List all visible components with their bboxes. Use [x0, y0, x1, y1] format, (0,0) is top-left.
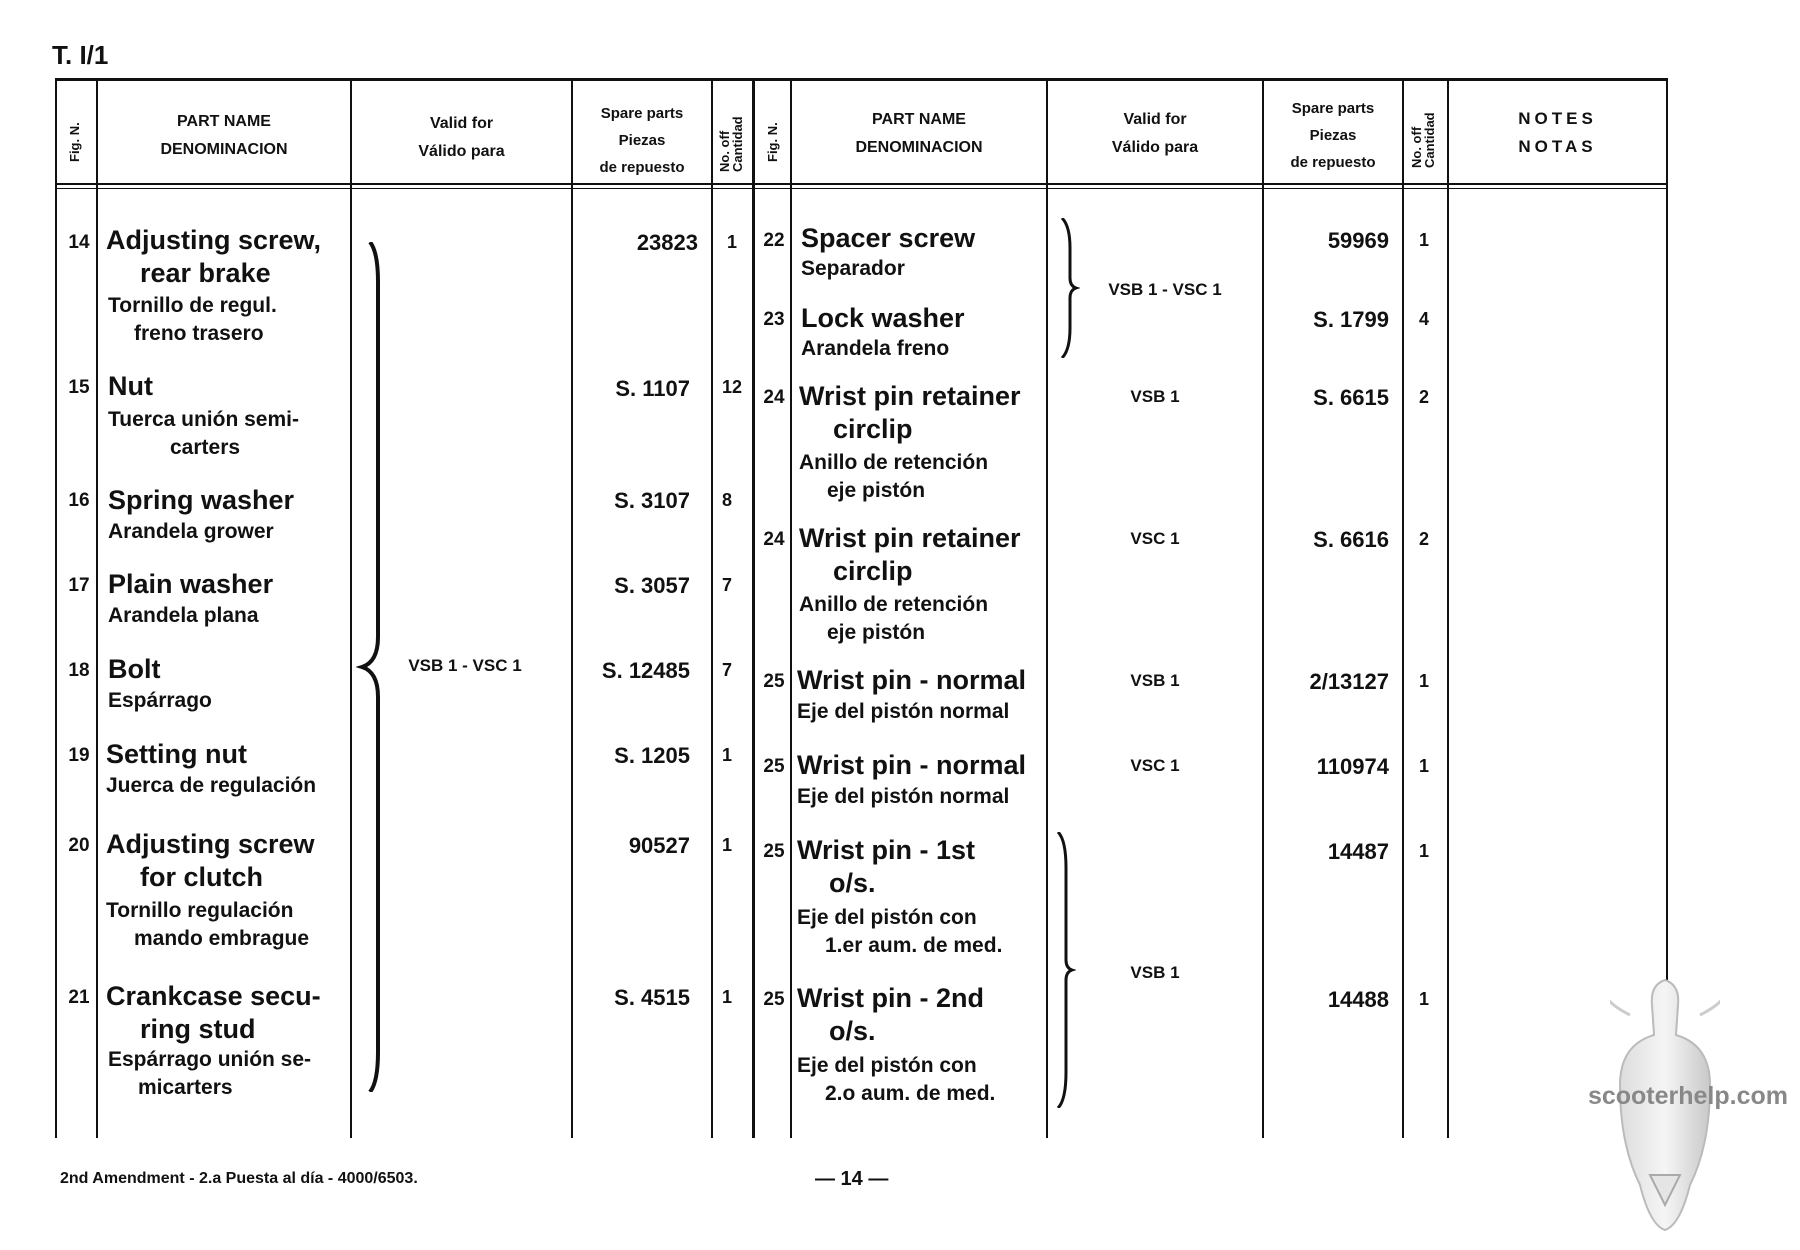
- header-double-rule: [55, 188, 1668, 189]
- valid-for-right-group-1: VSB 1 - VSC 1: [1108, 280, 1222, 299]
- part-name-es: Espárrago: [108, 689, 212, 712]
- part-name-es: Tornillo de regul. freno trasero: [108, 294, 277, 345]
- fig-number: 22: [763, 230, 785, 251]
- spare-part-number: 2/13127: [1309, 669, 1389, 694]
- part-name-en: Wrist pin - 2nd o/s.: [797, 983, 984, 1046]
- quantity: 1: [1418, 756, 1429, 776]
- valid-for-right-group-2: VSB 1: [1130, 963, 1180, 982]
- spare-part-number: 90527: [628, 833, 690, 858]
- part-name-es: Espárrago unión se- micarters: [108, 1048, 312, 1099]
- qty-line-1: No. off: [717, 130, 732, 172]
- part-name-en: Wrist pin retainer circlip: [799, 523, 1021, 586]
- fig-number: 23: [763, 309, 785, 330]
- qty-header-right: [1410, 112, 1436, 168]
- spare-line-3: de repuesto: [1290, 154, 1376, 171]
- brace-right-group-2: [1052, 832, 1076, 1108]
- valid-header-right: [1048, 106, 1262, 162]
- col-rule: [1046, 80, 1048, 1138]
- part-name-es: Eje del pistón normal: [797, 700, 1010, 723]
- part-name-es: Anillo de retención eje pistón: [799, 451, 989, 502]
- brace-right-group-1: [1056, 218, 1080, 358]
- part-name-en: Lock washer: [801, 303, 965, 333]
- valid-en: Valid for: [1123, 111, 1187, 128]
- part-name-es: Tornillo regulación mando embrague: [106, 899, 310, 950]
- table-top-rule: [55, 78, 1668, 81]
- spare-part-number: S. 3107: [614, 488, 690, 513]
- part-name-header-left: [98, 108, 350, 164]
- spare-part-number: S. 3057: [614, 573, 690, 598]
- part-name-en: Plain washer: [108, 569, 274, 599]
- fig-number: 17: [68, 575, 90, 596]
- part-name-es: Eje del pistón normal: [797, 785, 1010, 808]
- spare-part-number: S. 1799: [1313, 307, 1389, 332]
- part-name-es: Anillo de retención eje pistón: [799, 593, 989, 644]
- part-name-es: Tuerca unión semi- carters: [108, 408, 299, 459]
- notes-en: NOTES: [1518, 109, 1597, 128]
- page-reference: T. I/1: [52, 40, 109, 70]
- part-name-es: Arandela freno: [801, 337, 950, 360]
- part-name-en: Wrist pin - 1st o/s.: [797, 835, 976, 898]
- footer-amendment: 2nd Amendment - 2.a Puesta al día - 4000/6503.: [60, 1170, 418, 1187]
- fig-number: 25: [763, 989, 785, 1010]
- spare-part-number: S. 6615: [1313, 385, 1389, 410]
- qty-line-2: Cantidad: [730, 116, 745, 172]
- part-name-en: Spring washer: [108, 485, 295, 515]
- quantity: 12: [721, 377, 743, 397]
- fig-header-left: Fig. N.: [67, 122, 82, 162]
- brace-left-group: [356, 242, 386, 1092]
- fig-number: 16: [68, 490, 90, 511]
- fig-number: 25: [763, 671, 785, 692]
- quantity: 1: [721, 745, 732, 765]
- quantity: 2: [1418, 529, 1429, 549]
- part-name-en: Adjusting screw for clutch: [106, 829, 315, 892]
- spare-part-number: 23823: [636, 230, 698, 255]
- quantity: 1: [1418, 671, 1429, 691]
- fig-number: 24: [763, 387, 785, 408]
- qty-header-left: [718, 116, 744, 172]
- part-name-en: Bolt: [108, 654, 161, 684]
- quantity: 1: [1418, 230, 1429, 250]
- part-name-en: Spacer screw: [801, 223, 976, 253]
- quantity: 8: [721, 490, 732, 510]
- spare-part-number: S. 6616: [1313, 527, 1389, 552]
- quantity: 2: [1418, 387, 1429, 407]
- part-name-es: Eje del pistón con 2.o aum. de med.: [797, 1054, 996, 1105]
- part-name-en: Wrist pin retainer circlip: [799, 381, 1021, 444]
- part-name-es: Arandela grower: [108, 520, 274, 543]
- quantity: 1: [721, 835, 732, 855]
- part-name-en: Crankcase secu- ring stud: [106, 981, 321, 1044]
- quantity: 1: [721, 987, 732, 1007]
- col-rule: [1447, 80, 1449, 1138]
- valid-for: VSB 1: [1130, 387, 1180, 406]
- fig-number: 18: [68, 660, 90, 681]
- header-bottom-rule: [55, 183, 1668, 185]
- qty-line-2: Cantidad: [1422, 112, 1437, 168]
- quantity: 1: [1418, 841, 1429, 861]
- col-rule: [752, 80, 755, 1138]
- spare-line-1: Spare parts: [1291, 100, 1375, 117]
- fig-number: 21: [68, 987, 90, 1008]
- spare-header-left: [573, 100, 711, 181]
- col-rule: [571, 80, 573, 1138]
- spare-part-number: S. 12485: [601, 658, 690, 683]
- quantity: 1: [726, 232, 737, 252]
- page-number: — 14 —: [815, 1168, 889, 1190]
- part-name-es: DENOMINACION: [160, 141, 288, 158]
- fig-number: 19: [68, 745, 90, 766]
- valid-es: Válido para: [418, 143, 505, 160]
- quantity: 7: [721, 575, 732, 595]
- valid-header-left: [352, 110, 571, 166]
- col-rule: [1262, 80, 1264, 1138]
- qty-line-1: No. off: [1409, 126, 1424, 168]
- spare-part-number: 14487: [1327, 839, 1389, 864]
- valid-for: VSC 1: [1130, 529, 1180, 548]
- fig-number: 15: [68, 377, 90, 398]
- part-name-en: Setting nut: [106, 739, 247, 769]
- part-name-es: Juerca de regulación: [106, 774, 317, 797]
- spare-part-number: 14488: [1327, 987, 1389, 1012]
- spare-line-2: Piezas: [1309, 127, 1357, 144]
- spare-part-number: S. 1205: [614, 743, 690, 768]
- spare-part-number: S. 4515: [614, 985, 690, 1010]
- part-name-es: Separador: [801, 257, 905, 280]
- spare-header-right: [1264, 95, 1402, 176]
- valid-for-left: VSB 1 - VSC 1: [408, 656, 522, 675]
- quantity: 1: [1418, 989, 1429, 1009]
- part-name-es: DENOMINACION: [855, 139, 983, 156]
- part-name-es: Eje del pistón con 1.er aum. de med.: [797, 906, 1003, 957]
- part-name-en: PART NAME: [872, 111, 966, 128]
- fig-number: 14: [68, 232, 90, 253]
- part-name-en: Adjusting screw, rear brake: [106, 225, 322, 288]
- part-name-en: Wrist pin - normal: [797, 665, 1027, 695]
- fig-number: 20: [68, 835, 90, 856]
- valid-for: VSC 1: [1130, 756, 1180, 775]
- col-rule: [350, 80, 352, 1138]
- spare-line-3: de repuesto: [599, 159, 685, 176]
- fig-number: 25: [763, 841, 785, 862]
- part-name-es: Arandela plana: [108, 604, 259, 627]
- part-name-en: PART NAME: [177, 113, 271, 130]
- quantity: 4: [1418, 309, 1429, 329]
- valid-en: Valid for: [429, 115, 494, 132]
- quantity: 7: [721, 660, 732, 680]
- part-name-header-right: [792, 106, 1046, 162]
- spare-line-1: Spare parts: [600, 105, 684, 122]
- spare-part-number: 110974: [1316, 754, 1389, 779]
- spare-part-number: 59969: [1327, 228, 1389, 253]
- col-rule: [55, 80, 57, 1138]
- part-name-en: Nut: [108, 371, 153, 401]
- col-rule: [96, 80, 98, 1138]
- watermark-text: scooterhelp.com: [1587, 1082, 1788, 1110]
- fig-header-right: Fig. N.: [765, 122, 780, 162]
- spare-line-2: Piezas: [618, 132, 666, 149]
- notes-header: [1449, 105, 1666, 161]
- part-name-en: Wrist pin - normal: [797, 750, 1027, 780]
- notes-es: NOTAS: [1518, 137, 1597, 156]
- valid-for: VSB 1: [1130, 671, 1180, 690]
- fig-number: 25: [763, 756, 785, 777]
- fig-number: 24: [763, 529, 785, 550]
- spare-part-number: S. 1107: [615, 376, 690, 401]
- valid-es: Válido para: [1111, 139, 1199, 156]
